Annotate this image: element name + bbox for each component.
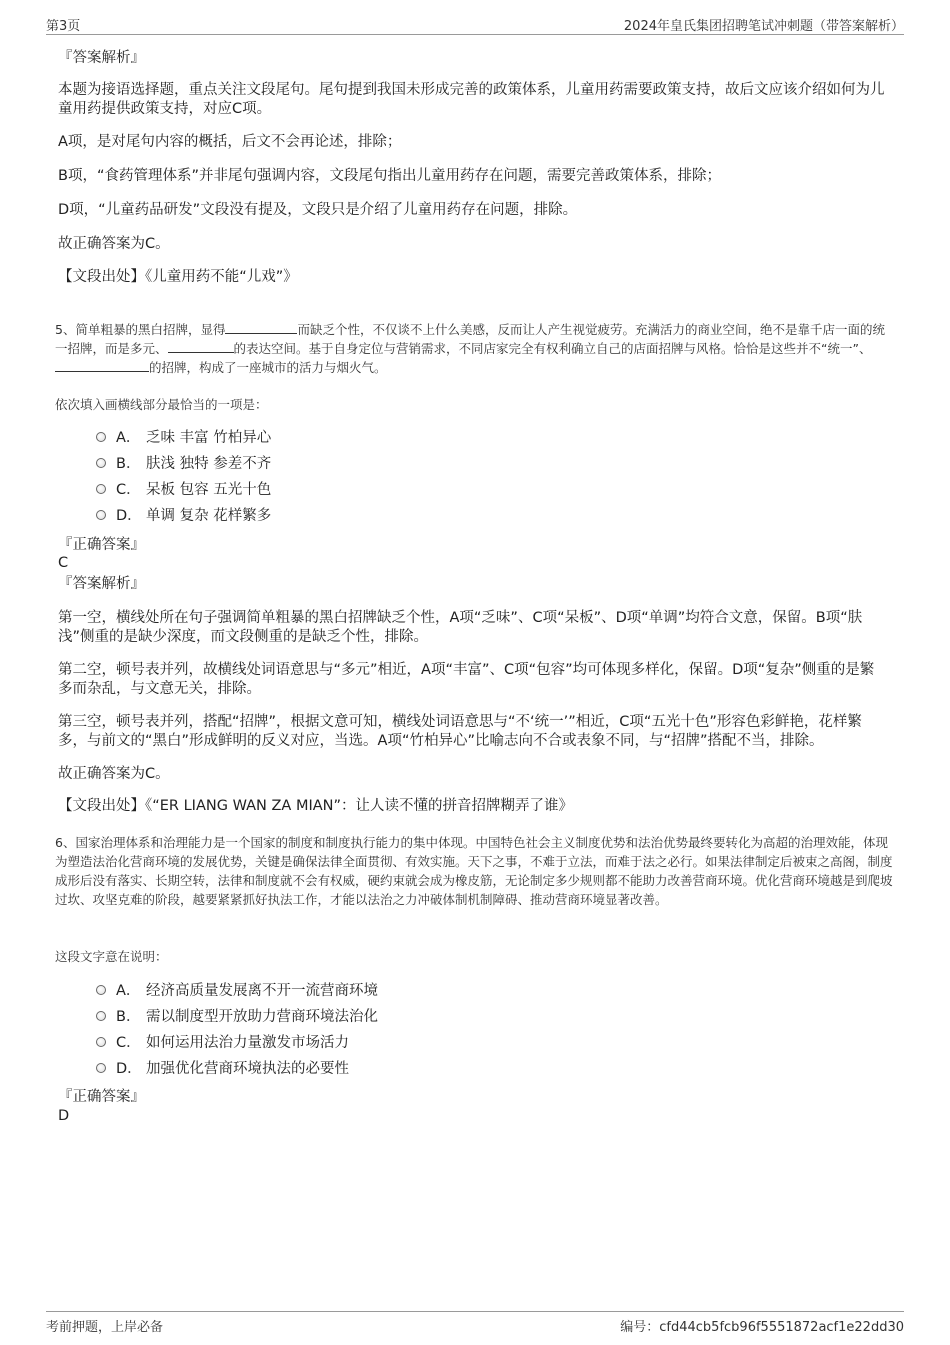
q5-analysis-label: 『答案解析』 [58, 576, 145, 592]
radio-icon[interactable] [96, 458, 106, 468]
q5-analysis-blank-2: 第二空，顿号表并列，故横线处词语意思与“多元”相近，A项“丰富”、C项“包容”均可体现多样化，保留。D项“复杂”侧重的是繁多而杂乱，与文意无关，排除。 [58, 662, 875, 697]
radio-icon[interactable] [96, 432, 106, 442]
q5-prompt: 依次填入画横线部分最恰当的一项是： [55, 397, 268, 412]
document-title: 2024年皇氏集团招聘笔试冲刺题（带答案解析） [623, 19, 904, 34]
q5-analysis-blank-3: 第三空，顿号表并列，搭配“招牌”，根据文意可知，横线处词语意思与“不‘统一’”相近，C项“五光十色”形容色彩鲜艳，花样繁多，与前文的“黑白”形成鲜明的反义对应，当选。A项“竹柏异心”比喻志向不合或表象不同，与“招牌”搭配不当，排除。 [58, 714, 862, 749]
q6-prompt: 这段文字意在说明： [55, 949, 168, 964]
q5-stem: 5、简单粗暴的黑白招牌，显得 而缺乏个性，不仅谈不上什么美感，反而让人产生视觉疲劳。充满活力的商业空间，绝不是靠千店一面的统一招牌，而是多元、 的表达空间。基于自身定位与营销需求，不同店家完全有权利确立自己的店面招牌与风格。恰恰是这些并不“统一”、的招牌，构成了一座城市的活力与烟火气。 [55, 322, 885, 375]
q6-option-c[interactable]: C． 如何运用法治力量激发市场活力 [96, 1033, 349, 1053]
q6-option-b[interactable]: B． 需以制度型开放助力营商环境法治化 [96, 1007, 378, 1027]
radio-icon[interactable] [96, 985, 106, 995]
q4-analysis-option-b: B项，“食药管理体系”并非尾句强调内容，文段尾句指出儿童用药存在问题，需要完善政策体系，排除； [58, 168, 721, 184]
radio-icon[interactable] [96, 510, 106, 520]
q5-source: 【文段出处】《“ER LIANG WAN ZA MIAN”：让人读不懂的拼音招牌糊弄了谁》 [58, 798, 574, 814]
q5-option-d[interactable]: D． 单调 复杂 花样繁多 [96, 506, 271, 526]
q4-analysis-paragraph: 本题为接语选择题，重点关注文段尾句。尾句提到我国未形成完善的政策体系，儿童用药需要政策支持，故后文应该介绍如何为儿童用药提供政策支持，对应C项。 [58, 82, 885, 117]
page-footer [46, 1311, 904, 1336]
radio-icon[interactable] [96, 1063, 106, 1073]
radio-icon[interactable] [96, 1011, 106, 1021]
footer-slogan: 考前押题，上岸必备 [46, 1320, 164, 1335]
q6-answer-label: 『正确答案』 [58, 1089, 145, 1105]
q5-option-b[interactable]: B． 肤浅 独特 参差不齐 [96, 454, 271, 474]
fill-blank-1 [225, 321, 297, 334]
page-header [46, 14, 904, 35]
document-code: 编号：cfd44cb5fcb96f5551872acf1e22dd30 [620, 1320, 904, 1335]
radio-icon[interactable] [96, 484, 106, 494]
q4-source: 【文段出处】《儿童用药不能“儿戏”》 [58, 269, 298, 285]
radio-icon[interactable] [96, 1037, 106, 1047]
q5-conclusion: 故正确答案为C。 [58, 766, 170, 782]
q6-answer: D [58, 1108, 70, 1124]
q4-analysis-option-d: D项，“儿童药品研发”文段没有提及，文段只是介绍了儿童用药存在问题，排除。 [58, 202, 578, 218]
q5-option-c[interactable]: C． 呆板 包容 五光十色 [96, 480, 271, 500]
q5-answer: C [58, 555, 69, 571]
page-number: 第3页 [46, 19, 81, 34]
q6-option-a[interactable]: A． 经济高质量发展离不开一流营商环境 [96, 981, 378, 1001]
q4-conclusion: 故正确答案为C。 [58, 236, 170, 252]
q5-answer-label: 『正确答案』 [58, 537, 145, 553]
q5-analysis-blank-1: 第一空，横线处所在句子强调简单粗暴的黑白招牌缺乏个性，A项“乏味”、C项“呆板”、D项“单调”均符合文意，保留。B项“肤浅”侧重的是缺少深度，而文段侧重的是缺乏个性，排除。 [58, 610, 863, 645]
q4-analysis-option-a: A项，是对尾句内容的概括，后文不会再论述，排除； [58, 134, 402, 150]
q4-analysis-label: 『答案解析』 [58, 50, 145, 66]
q6-stem: 6、国家治理体系和治理能力是一个国家的制度和制度执行能力的集中体现。中国特色社会主义制度优势和法治优势最终要转化为高超的治理效能，体现为塑造法治化营商环境的发展优势，关键是确保法律全面贯彻、有效实施。天下之事，不难于立法，而难于法之必行。如果法律制定后被束之高阁，制度成形后没有落实、长期空转，法律和制度就不会有权威，硬约束就会成为橡皮筋，无论制定多少规则都不能助力改善营商环境。优化营商环境越是到爬坡过坎、攻坚克难的阶段，越要紧紧抓好执法工作，才能以法治之力冲破体制机制障碍、推动营商环境显著改善。 [55, 835, 893, 907]
fill-blank-3 [55, 359, 149, 372]
q6-option-d[interactable]: D． 加强优化营商环境执法的必要性 [96, 1059, 349, 1079]
fill-blank-2 [168, 340, 234, 353]
q5-option-a[interactable]: A． 乏味 丰富 竹柏异心 [96, 428, 271, 448]
